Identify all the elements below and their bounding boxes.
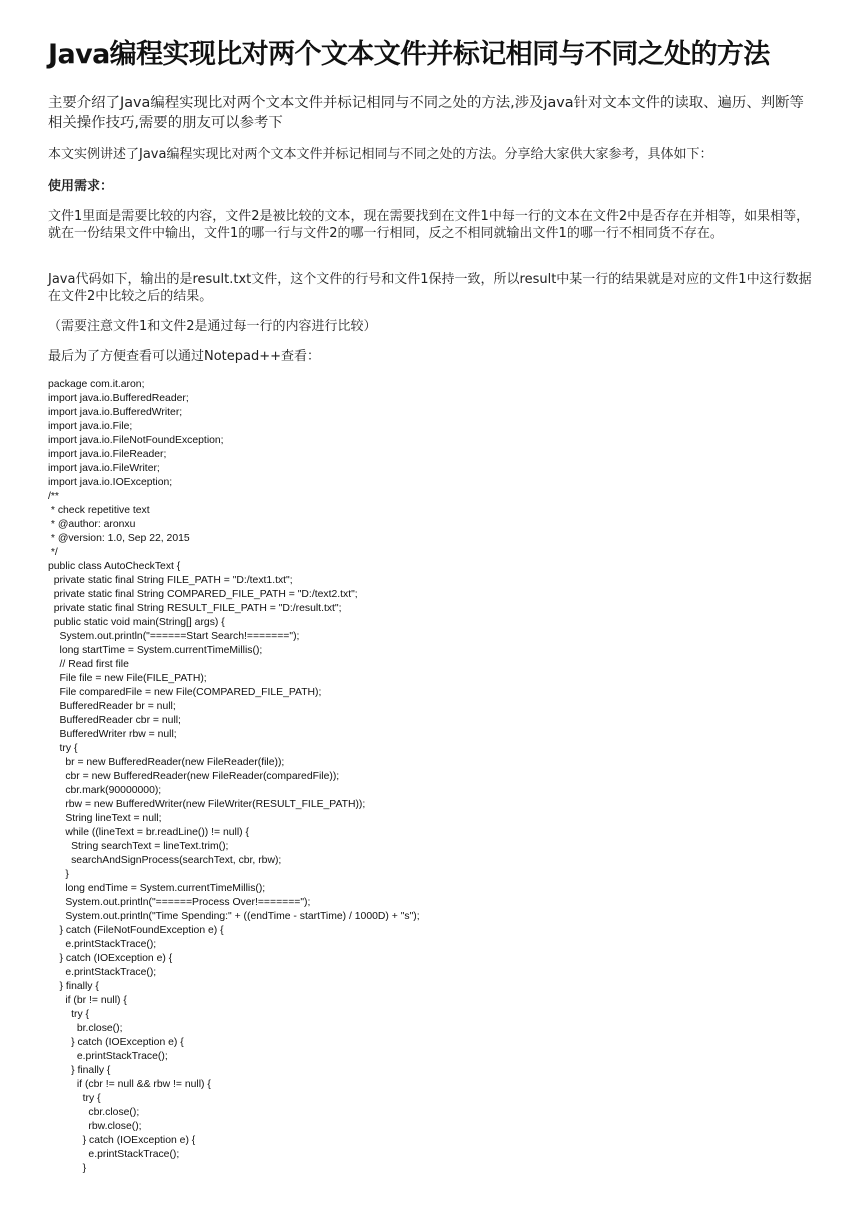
code-line: e.printStackTrace(); (48, 1051, 168, 1062)
code-line: System.out.println("======Process Over!======="); (48, 897, 311, 908)
notepad-paragraph: 最后为了方便查看可以通过Notepad++查看： (48, 349, 321, 364)
code-line: searchAndSignProcess(searchText, cbr, rbw); (48, 855, 282, 866)
code-line: } catch (IOException e) { (48, 1037, 184, 1048)
code-line: package com.it.aron; (48, 379, 145, 390)
code-line: if (br != null) { (48, 995, 127, 1006)
code-line: import java.io.FileReader; (48, 449, 167, 460)
code-line: while ((lineText = br.readLine()) != null) { (48, 827, 249, 838)
code-line: String searchText = lineText.trim(); (48, 841, 229, 852)
article-summary: 主要介绍了Java编程实现比对两个文本文件并标记相同与不同之处的方法,涉及java针对文本文件的读取、遍历、判断等相关操作技巧,需要的朋友可以参考下 (48, 95, 804, 131)
code-line: */ (48, 547, 58, 558)
code-line: private static final String COMPARED_FILE_PATH = "D:/text2.txt"; (48, 589, 358, 600)
code-block (48, 378, 828, 1176)
code-line: BufferedReader cbr = null; (48, 715, 181, 726)
code-line: cbr.close(); (48, 1107, 140, 1118)
intro-paragraph: 本文实例讲述了Java编程实现比对两个文本文件并标记相同与不同之处的方法。分享给大家供大家参考，具体如下： (48, 147, 713, 162)
code-line: import java.io.FileNotFoundException; (48, 435, 224, 446)
code-line: BufferedWriter rbw = null; (48, 729, 177, 740)
code-line: } catch (FileNotFoundException e) { (48, 925, 224, 936)
code-line: br.close(); (48, 1023, 123, 1034)
code-line: rbw = new BufferedWriter(new FileWriter(RESULT_FILE_PATH)); (48, 799, 366, 810)
code-line: import java.io.File; (48, 421, 133, 432)
requirement-heading: 使用需求： (48, 179, 114, 194)
code-line: import java.io.BufferedWriter; (48, 407, 183, 418)
requirement-paragraph: 文件1里面是需要比较的内容，文件2是被比较的文本，现在需要找到在文件1中每一行的文本在文件2中是否存在并相等，如果相等，就在一份结果文件中输出，文件1的哪一行与文件2的哪一行相同，反之不相同就输出文件1的哪一行不相同货不存在。 (48, 209, 810, 241)
code-line: e.printStackTrace(); (48, 967, 157, 978)
code-line: File comparedFile = new File(COMPARED_FILE_PATH); (48, 687, 322, 698)
code-line: System.out.println("======Start Search!======="); (48, 631, 300, 642)
code-line: long endTime = System.currentTimeMillis(); (48, 883, 266, 894)
code-line: } catch (IOException e) { (48, 953, 173, 964)
article-title: Java编程实现比对两个文本文件并标记相同与不同之处的方法 (48, 39, 770, 70)
code-line: * check repetitive text (48, 505, 150, 516)
code-line: try { (48, 1009, 89, 1020)
note-paragraph: （需要注意文件1和文件2是通过每一行的内容进行比较） (48, 319, 377, 334)
code-line: cbr = new BufferedReader(new FileReader(comparedFile)); (48, 771, 340, 782)
code-line: } (48, 869, 69, 880)
code-line: * @author: aronxu (48, 519, 136, 530)
code-line: long startTime = System.currentTimeMillis(); (48, 645, 263, 656)
code-line: } finally { (48, 1065, 111, 1076)
code-line: private static final String RESULT_FILE_PATH = "D:/result.txt"; (48, 603, 342, 614)
code-line: e.printStackTrace(); (48, 1149, 180, 1160)
code-line: rbw.close(); (48, 1121, 142, 1132)
code-line: try { (48, 1093, 101, 1104)
code-line: try { (48, 743, 78, 754)
code-line: br = new BufferedReader(new FileReader(file)); (48, 757, 285, 768)
code-line: String lineText = null; (48, 813, 162, 824)
code-description-paragraph: Java代码如下，输出的是result.txt文件，这个文件的行号和文件1保持一致，所以result中某一行的结果就是对应的文件1中这行数据在文件2中比较之后的结果。 (48, 272, 812, 304)
code-line: // Read first file (48, 659, 129, 670)
code-line: import java.io.FileWriter; (48, 463, 160, 474)
code-line: } finally { (48, 981, 99, 992)
code-line: import java.io.IOException; (48, 477, 173, 488)
code-line: cbr.mark(90000000); (48, 785, 162, 796)
code-line: if (cbr != null && rbw != null) { (48, 1079, 211, 1090)
code-line: public static void main(String[] args) { (48, 617, 225, 628)
code-line: } catch (IOException e) { (48, 1135, 196, 1146)
code-line: System.out.println("Time Spending:" + ((endTime - startTime) / 1000D) + "s"); (48, 911, 420, 922)
code-line: e.printStackTrace(); (48, 939, 157, 950)
code-line: File file = new File(FILE_PATH); (48, 673, 207, 684)
code-line: * @version: 1.0, Sep 22, 2015 (48, 533, 190, 544)
code-line: } (48, 1163, 87, 1174)
code-line: private static final String FILE_PATH = "D:/text1.txt"; (48, 575, 293, 586)
code-line: BufferedReader br = null; (48, 701, 176, 712)
code-line: import java.io.BufferedReader; (48, 393, 189, 404)
code-line: public class AutoCheckText { (48, 561, 181, 572)
code-line: /** (48, 491, 59, 502)
